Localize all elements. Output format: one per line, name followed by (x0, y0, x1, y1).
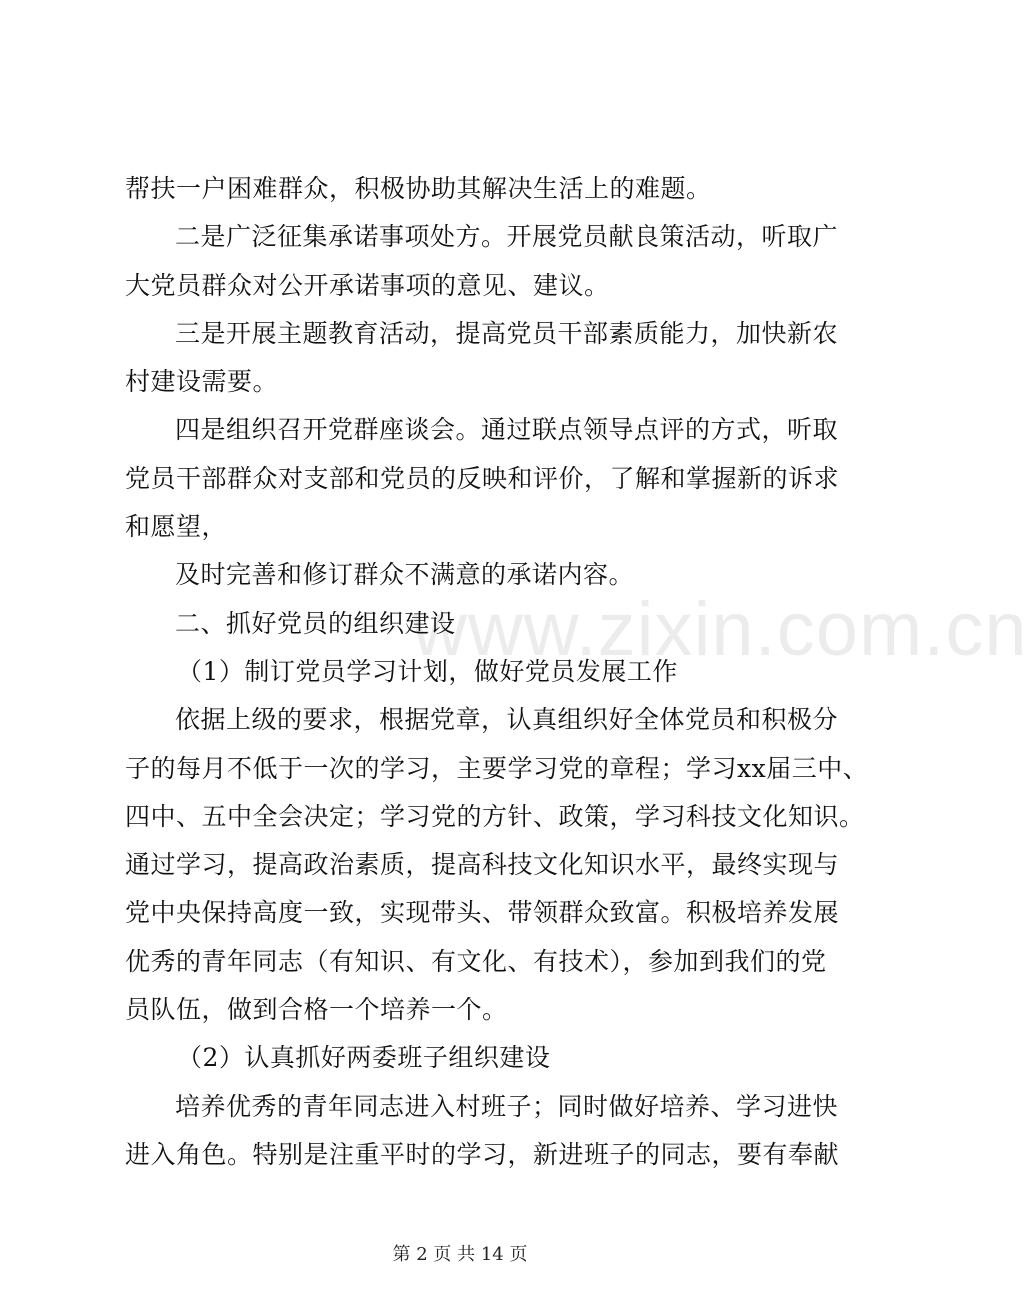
subsection-heading: （2）认真抓好两委班子组织建设 (177, 1043, 551, 1073)
body-line: 党中央保持高度一致，实现带头、带领群众致富。积极培养发展 (125, 898, 840, 928)
page-footer: 第 2 页 共 14 页 (392, 1244, 528, 1265)
body-line: 大党员群众对公开承诺事项的意见、建议。 (125, 270, 610, 300)
watermark: www.zixin.com.cn (412, 587, 1028, 672)
body-line: 员队伍，做到合格一个培养一个。 (125, 995, 508, 1025)
body-line: 帮扶一户困难群众，积极协助其解决生活上的难题。 (125, 174, 712, 203)
body-line: 村建设需要。 (125, 367, 279, 397)
section-heading: 二、抓好党员的组织建设 (175, 608, 456, 638)
body-line: 依据上级的要求，根据党章，认真组织好全体党员和积极分 (175, 705, 839, 735)
body-line: 四是组织召开党群座谈会。通过联点领导点评的方式，听取 (175, 415, 839, 445)
body-line: 三是开展主题教育活动，提高党员干部素质能力，加快新农 (175, 318, 839, 348)
body-line: 优秀的青年同志（有知识、有文化、有技术），参加到我们的党 (125, 946, 827, 976)
body-line: 培养优秀的青年同志进入村班子；同时做好培养、学习进快 (175, 1091, 839, 1121)
body-line: 党员干部群众对支部和党员的反映和评价，了解和掌握新的诉求 (125, 463, 840, 493)
body-line: 和愿望， (125, 512, 228, 542)
document-body (125, 165, 869, 1179)
body-line: 通过学习，提高政治素质，提高科技文化知识水平，最终实现与 (125, 850, 840, 880)
body-line: 进入角色。特别是注重平时的学习，新进班子的同志，要有奉献 (125, 1139, 840, 1169)
subsection-heading: （1）制订党员学习计划，做好党员发展工作 (177, 656, 678, 686)
body-line: 四中、五中全会决定；学习党的方针、政策，学习科技文化知识。 (125, 801, 865, 831)
body-line: 子的每月不低于一次的学习，主要学习党的章程；学习xx届三中、 (125, 753, 869, 783)
body-line: 及时完善和修订群众不满意的承诺内容。 (175, 560, 635, 590)
body-line: 二是广泛征集承诺事项处方。开展党员献良策活动，听取广 (175, 222, 839, 252)
